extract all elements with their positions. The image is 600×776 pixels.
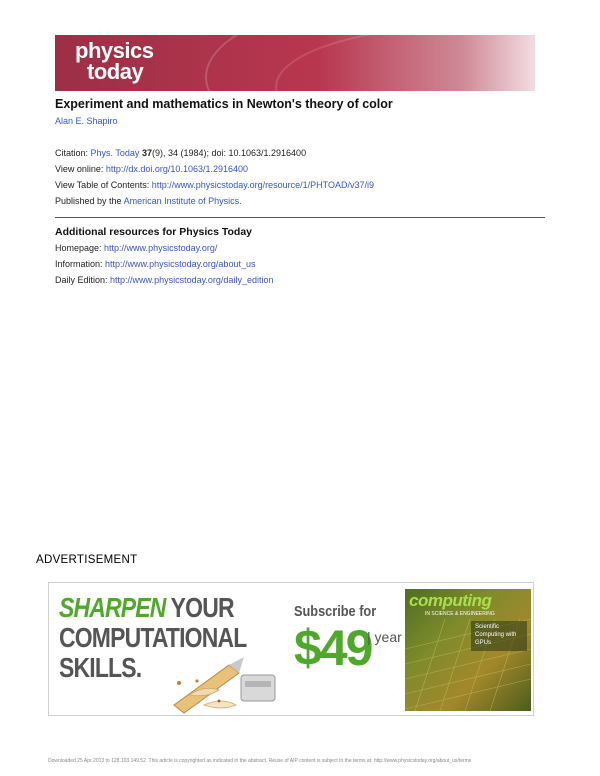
published-label: Published by the: [55, 196, 122, 206]
publisher-link[interactable]: American Institute of Physics.: [123, 196, 242, 206]
volume-number: 37: [141, 148, 152, 158]
logo-today-text: today: [87, 59, 144, 84]
citation-line: [55, 148, 306, 158]
magazine-subtitle: IN SCIENCE & ENGINEERING: [425, 611, 495, 617]
ad-headline-line1: [59, 593, 234, 623]
daily-edition-link[interactable]: http://www.physicstoday.org/daily_edition: [110, 275, 274, 285]
magazine-cover-text: Scientific Computing with GPUs: [475, 624, 517, 646]
article-title: Experiment and mathematics in Newton's theory of color: [55, 97, 393, 111]
author-link[interactable]: Alan E. Shapiro: [55, 116, 118, 126]
advertisement-banner[interactable]: [48, 582, 534, 716]
ad-price: $49: [294, 620, 372, 676]
toc-link[interactable]: http://www.physicstoday.org/resource/1/PHTOAD/v37/i9: [151, 180, 375, 190]
pencil-sharpener-icon: [169, 635, 279, 715]
ad-headline-line3: SKILLS.: [59, 652, 142, 683]
publisher-line: [55, 196, 242, 206]
daily-edition-line: [55, 275, 273, 285]
journal-banner: [55, 35, 535, 91]
ad-headline-line2: COMPUTATIONAL: [59, 622, 247, 653]
daily-edition-label: Daily Edition:: [55, 275, 108, 285]
resources-heading: Additional resources for Physics Today: [55, 226, 253, 238]
homepage-label: Homepage:: [55, 243, 102, 253]
advertisement-label: ADVERTISEMENT: [36, 554, 138, 566]
ad-headline-your: YOUR: [170, 592, 234, 623]
homepage-link[interactable]: http://www.physicstoday.org/: [104, 243, 218, 253]
information-link[interactable]: http://www.physicstoday.org/about_us: [105, 259, 256, 269]
homepage-line: [55, 243, 217, 253]
information-label: Information:: [55, 259, 103, 269]
toc-label: View Table of Contents:: [55, 180, 150, 190]
magazine-title: computing: [409, 591, 492, 610]
ad-subscribe-text: Subscribe for: [294, 603, 377, 620]
ad-per-year: | year: [367, 629, 402, 645]
doi-link[interactable]: http://dx.doi.org/10.1063/1.2916400: [105, 164, 249, 174]
information-line: [55, 259, 255, 269]
ad-headline-sharpen: SHARPEN: [59, 592, 166, 623]
citation-label: Citation:: [55, 148, 89, 158]
section-divider: [55, 217, 545, 218]
download-footer: Downloaded 25 Apr 2013 to 128.103.149.52. This article is copyrighted as indicated in the abstract. Reuse of AIP content is subject to the terms at: http://www.physicstoday.org/about_us/terms: [48, 758, 472, 764]
toc-line: [55, 180, 374, 190]
journal-link[interactable]: Phys. Today: [90, 148, 140, 158]
view-online-label: View online:: [55, 164, 104, 174]
magazine-cover-image: [405, 589, 531, 711]
logo-physics-text: physics: [75, 38, 154, 63]
view-online-line: [55, 164, 248, 174]
citation-details: (9), 34 (1984); doi: 10.1063/1.2916400: [151, 148, 307, 158]
